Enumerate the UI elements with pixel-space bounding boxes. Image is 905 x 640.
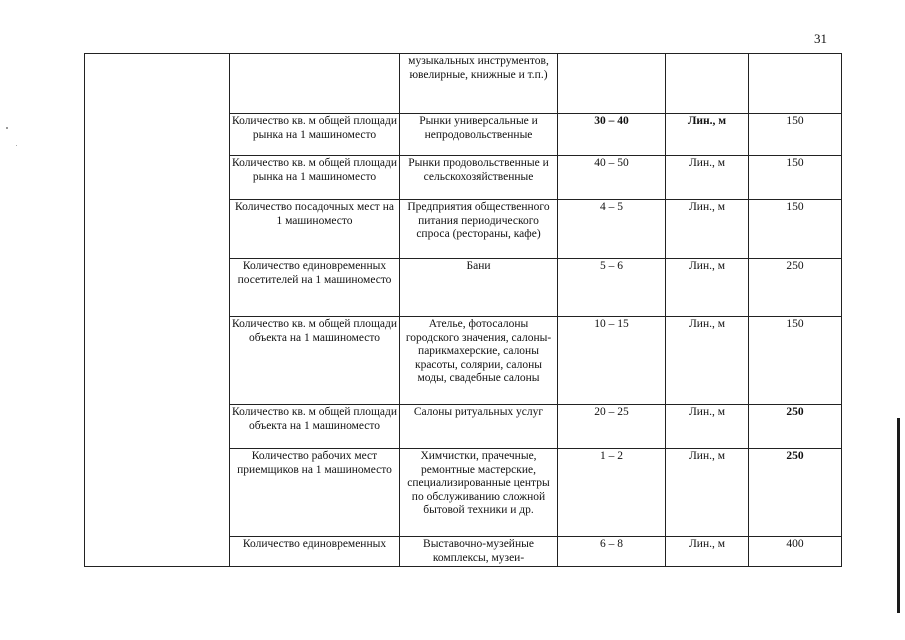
indicator-cell — [230, 54, 400, 114]
unit-cell: Лин., м — [666, 259, 749, 317]
parking-norms-table — [84, 53, 842, 567]
range-cell: 6 – 8 — [558, 537, 666, 567]
range-cell: 30 – 40 — [558, 114, 666, 156]
object-cell: Химчистки, прачечные, ремонтные мастерские, специализированные центры по обслуживанию сложной бытовой техники и др. — [400, 449, 558, 537]
value-cell: 150 — [749, 200, 842, 259]
scan-edge-mark — [897, 418, 900, 613]
range-cell — [558, 54, 666, 114]
range-cell: 20 – 25 — [558, 405, 666, 449]
object-cell: Ателье, фотосалоны городского значения, салоны-парикмахерские, салоны красоты, солярии, салоны моды, свадебные салоны — [400, 317, 558, 405]
value-cell: 250 — [749, 449, 842, 537]
unit-cell: Лин., м — [666, 449, 749, 537]
indicator-cell: Количество единовременных — [230, 537, 400, 567]
empty-first-column — [85, 54, 230, 567]
unit-cell: Лин., м — [666, 537, 749, 567]
object-cell: музыкальных инструментов, ювелирные, книжные и т.п.) — [400, 54, 558, 114]
object-cell: Рынки продовольственные и сельскохозяйственные — [400, 156, 558, 200]
unit-cell: Лин., м — [666, 405, 749, 449]
value-cell — [749, 54, 842, 114]
page-number: 31 — [814, 31, 827, 46]
unit-cell — [666, 54, 749, 114]
indicator-cell: Количество кв. м общей площади объекта на 1 машиноместо — [230, 317, 400, 405]
object-cell: Выставочно-музейные комплексы, музеи- — [400, 537, 558, 567]
indicator-cell: Количество кв. м общей площади рынка на 1 машиноместо — [230, 114, 400, 156]
value-cell: 150 — [749, 114, 842, 156]
scan-dust — [16, 145, 17, 146]
indicator-cell: Количество единовременных посетителей на 1 машиноместо — [230, 259, 400, 317]
value-cell: 150 — [749, 156, 842, 200]
value-cell: 250 — [749, 259, 842, 317]
range-cell: 40 – 50 — [558, 156, 666, 200]
scan-dust — [6, 127, 8, 129]
range-cell: 4 – 5 — [558, 200, 666, 259]
indicator-cell: Количество рабочих мест приемщиков на 1 машиноместо — [230, 449, 400, 537]
unit-cell: Лин., м — [666, 114, 749, 156]
value-cell: 250 — [749, 405, 842, 449]
object-cell: Предприятия общественного питания периодического спроса (рестораны, кафе) — [400, 200, 558, 259]
indicator-cell: Количество посадочных мест на 1 машиноместо — [230, 200, 400, 259]
object-cell: Бани — [400, 259, 558, 317]
table-row — [85, 54, 842, 114]
range-cell: 10 – 15 — [558, 317, 666, 405]
unit-cell: Лин., м — [666, 156, 749, 200]
unit-cell: Лин., м — [666, 200, 749, 259]
object-cell: Рынки универсальные и непродовольственные — [400, 114, 558, 156]
value-cell: 150 — [749, 317, 842, 405]
unit-cell: Лин., м — [666, 317, 749, 405]
range-cell: 1 – 2 — [558, 449, 666, 537]
indicator-cell: Количество кв. м общей площади объекта на 1 машиноместо — [230, 405, 400, 449]
value-cell: 400 — [749, 537, 842, 567]
indicator-cell: Количество кв. м общей площади рынка на 1 машиноместо — [230, 156, 400, 200]
object-cell: Салоны ритуальных услуг — [400, 405, 558, 449]
range-cell: 5 – 6 — [558, 259, 666, 317]
